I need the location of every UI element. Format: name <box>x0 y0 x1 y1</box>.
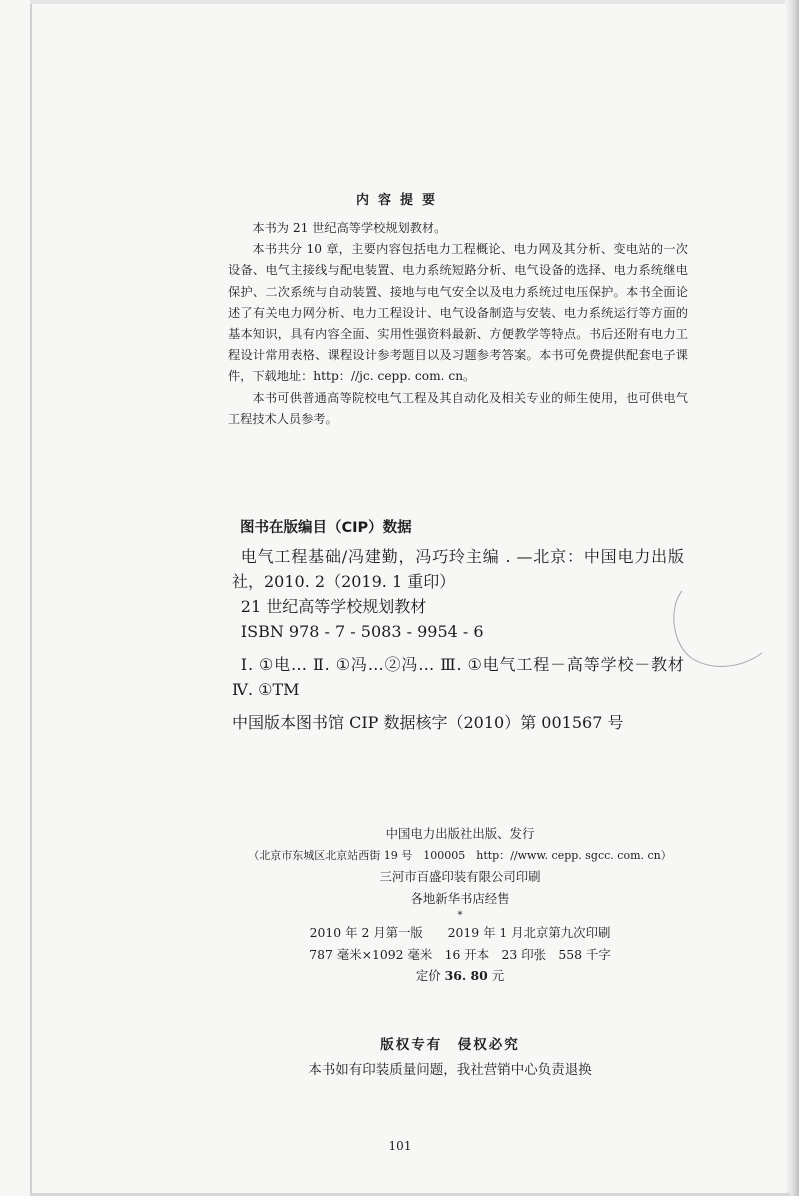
page-number: 101 <box>388 1139 412 1153</box>
cip-isbn: ISBN 978 - 7 - 5083 - 9954 - 6 <box>240 622 484 641</box>
cip-body <box>232 544 684 735</box>
scan-edge-top <box>30 0 790 4</box>
cip-title: 图书在版编目（CIP）数据 <box>240 520 412 536</box>
publisher-info <box>230 823 690 987</box>
abstract-title: 内容提要 <box>355 193 444 208</box>
edition-line: 2010 年 2 月第一版 2019 年 1 月北京第九次印刷 <box>309 925 611 940</box>
copyright-title: 版权专有 侵权必究 <box>380 1037 520 1053</box>
printer-line: 三河市百盛印装有限公司印刷 <box>379 869 541 884</box>
separator-star: * <box>457 910 463 921</box>
abstract-paragraph: 本书共分 10 章，主要内容包括电力工程概论、电力网及其分析、变电站的一次设备、电气主接线与配电装置、电力系统短路分析、电气设备的选择、电力系统继电保护、二次系统与自动装置、接地与电气安全以及电力系统过电压保护。本书全面论述了有关电力网分析、电力工程设计、电气设备制造与安装、电力系统运行等方面的基本知识，具有内容全面、实用性强资料最新、方便教学等特点。书后还附有电力工程设计常用表格、课程设计参考题目以及习题参考答案。本书可免费提供配套电子课件，下载地址：http：//jc. cepp. com. cn。 <box>228 242 688 384</box>
price-value: 36. 80 <box>444 968 488 983</box>
stamp-arc-mark <box>660 585 770 675</box>
abstract-paragraph: 本书为 21 世纪高等学校规划教材。 <box>252 221 447 235</box>
scan-edge-left <box>30 0 32 1196</box>
scan-edge-right <box>785 0 799 1196</box>
cip-series: 21 世纪高等学校规划教材 <box>240 597 427 616</box>
copyright-note: 本书如有印装质量问题，我社营销中心负责退换 <box>308 1062 592 1078</box>
publisher-line: 中国电力出版社出版、发行 <box>385 826 535 841</box>
cip-record: 电气工程基础/冯建勤，冯巧玲主编 . —北京：中国电力出版社，2010. 2（2019. 1 重印） <box>232 547 684 591</box>
price-label: 定价 <box>415 968 441 983</box>
abstract-paragraph: 本书可供普通高等院校电气工程及其自动化及相关专业的师生使用，也可供电气工程技术人员参考。 <box>228 390 688 426</box>
format-line: 787 毫米×1092 毫米 16 开本 23 印张 558 千字 <box>309 946 611 962</box>
price-line <box>230 965 690 987</box>
abstract-body <box>228 218 688 430</box>
publisher-address: （北京市东城区北京站西街 19 号 100005 http：//www. cepp. sgcc. com. cn） <box>248 848 672 862</box>
price-unit: 元 <box>491 968 505 983</box>
cip-core-number: 中国版本图书馆 CIP 数据核字（2010）第 001567 号 <box>232 713 624 732</box>
distributor-line: 各地新华书店经售 <box>410 890 510 906</box>
cip-classification: Ⅰ. ①电… Ⅱ. ①冯…②冯… Ⅲ. ①电气工程－高等学校－教材 Ⅳ. ①TM <box>232 655 684 699</box>
